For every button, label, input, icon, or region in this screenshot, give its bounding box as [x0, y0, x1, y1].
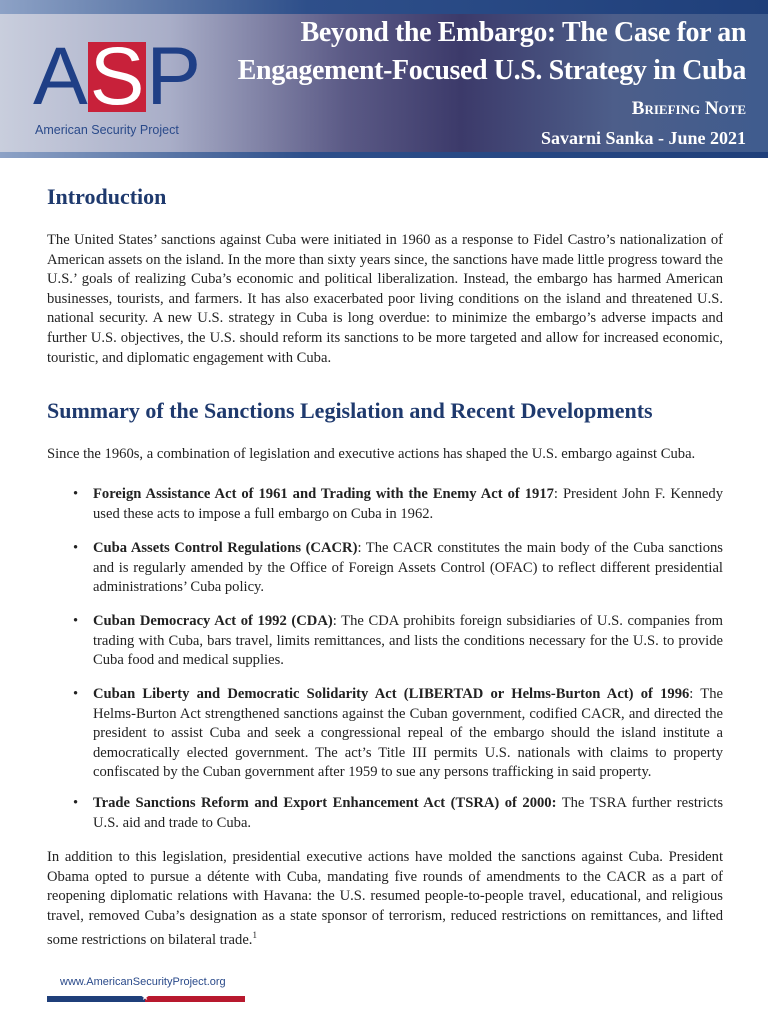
header-banner [0, 0, 768, 158]
bullet-title: Cuban Democracy Act of 1992 (CDA) [93, 613, 333, 629]
banner-top-bar [0, 0, 768, 14]
bullet-text: : The Helms-Burton Act strengthened sanctions against the Cuban government, codified CACR, and directed the president to assist Cuba and seek a congressional repeal of the embargo should the island institute a democratically elected government. The act’s Title III permits U.S. nationals with claims to property confiscated by the Cuban government after 1959 to sue any persons trafficking in said property. [93, 686, 723, 781]
closing-paragraph [47, 848, 723, 951]
list-item: • Cuba Assets Control Regulations (CACR): The CACR constitutes the main body of the Cuba sanctions and is regularly amended by the Office of Foreign Assets Control (OFAC) to reflect different presidential administrations’ Cuba policy. [73, 540, 723, 596]
bullet-title: Foreign Assistance Act of 1961 and Trading with the Enemy Act of 1917 [93, 486, 554, 502]
bullet-title: Cuba Assets Control Regulations (CACR) [93, 540, 358, 556]
banner-bottom-bar [0, 152, 768, 158]
list-item: • Foreign Assistance Act of 1961 and Trading with the Enemy Act of 1917: President John F. Kennedy used these acts to impose a full embargo on Cuba in 1962. [73, 486, 723, 522]
bullet-text: : President John F. Kennedy used these acts to impose a full embargo on Cuba in 1962. [93, 486, 723, 522]
document-title [238, 14, 746, 90]
footer-url[interactable]: www.AmericanSecurityProject.org [60, 976, 226, 988]
star-icon: ★ [141, 992, 150, 1002]
list-item: • Trade Sanctions Reform and Export Enhancement Act (TSRA) of 2000: The TSRA further restricts U.S. aid and trade to Cuba. [73, 795, 724, 831]
intro-paragraph: The United States’ sanctions against Cuba were initiated in 1960 as a response to Fidel Castro’s nationalization of American assets on the island. In the more than sixty years since, the sanctions have made little progress toward the U.S.’ goals of realizing Cuba’s economic and political liberalization. Instead, the embargo has harmed American businesses, tourists, and farmers. It has also exacerbated poor living conditions on the island and threatened U.S. national security. A new U.S. strategy in Cuba is long overdue: to minimize the embargo’s adverse impacts and further U.S. objectives, the U.S. should reform its sanctions to be more targeted and allow for increased economic, touristic, and diplomatic engagement with Cuba. [47, 232, 723, 366]
list-item: • Cuban Democracy Act of 1992 (CDA): The CDA prohibits foreign subsidiaries of U.S. companies from trading with Cuba, bars travel, limits remittances, and lists the conditions necessary for the U.S. to provide Cuba food and medical supplies. [73, 613, 723, 669]
footer-bar-red [145, 996, 245, 1002]
footer-bar-blue [47, 996, 145, 1002]
footnote-ref[interactable]: 1 [252, 930, 257, 941]
title-line-1: Beyond the Embargo: The Case for an [300, 17, 746, 48]
summary-lead: Since the 1960s, a combination of legislation and executive actions has shaped the U.S. embargo against Cuba. [47, 446, 696, 462]
bullet-title: Trade Sanctions Reform and Export Enhancement Act (TSRA) of 2000: [93, 795, 557, 811]
asp-logo: A S P [33, 31, 202, 122]
closing-text: In addition to this legislation, presidential executive actions have molded the sanctions against Cuba. President Obama opted to pursue a détente with Cuba, mandating five rounds of amendments to the CACR as a part of reopening diplomatic relations with Havana: the U.S. resumed people-to-people travel, educational, and religious travel, removed Cuba’s designation as a state sponsor of terrorism, reduced restrictions on remittances, and lifted some restrictions on bilateral trade. [47, 849, 723, 949]
bullet-text: The TSRA further restricts U.S. aid and trade to Cuba. [93, 795, 724, 831]
bullet-text: : The CACR constitutes the main body of the Cuba sanctions and is regularly amended by the Office of Foreign Assets Control (OFAC) to reflect different presidential administrations’ Cuba policy. [93, 540, 723, 596]
intro-heading: Introduction [47, 184, 167, 209]
logo-subtitle: American Security Project [35, 123, 179, 137]
list-item: • Cuban Liberty and Democratic Solidarity Act (LIBERTAD or Helms-Burton Act) of 1996: The Helms-Burton Act strengthened sanctions against the Cuban government, codified CACR, and directed the president to assist Cuba and seek a congressional repeal of the embargo should the island institute a democratically elected government. The act’s Title III permits U.S. nationals with claims to property confiscated by the Cuban government after 1959 to sue any persons trafficking in said property. [73, 686, 723, 781]
author-date: Savarni Sanka - June 2021 [540, 128, 746, 148]
bullet-title: Cuban Liberty and Democratic Solidarity Act (LIBERTAD or Helms-Burton Act) of 1996 [93, 686, 690, 702]
bullet-text: : The CDA prohibits foreign subsidiaries of U.S. companies from trading with Cuba, bars travel, limits remittances, and lists the conditions necessary for the U.S. to provide Cuba food and medical supplies. [93, 613, 723, 669]
document-type: Briefing Note [631, 98, 746, 119]
summary-heading: Summary of the Sanctions Legislation and Recent Developments [47, 398, 653, 423]
title-line-2: Engagement-Focused U.S. Strategy in Cuba [237, 55, 746, 86]
